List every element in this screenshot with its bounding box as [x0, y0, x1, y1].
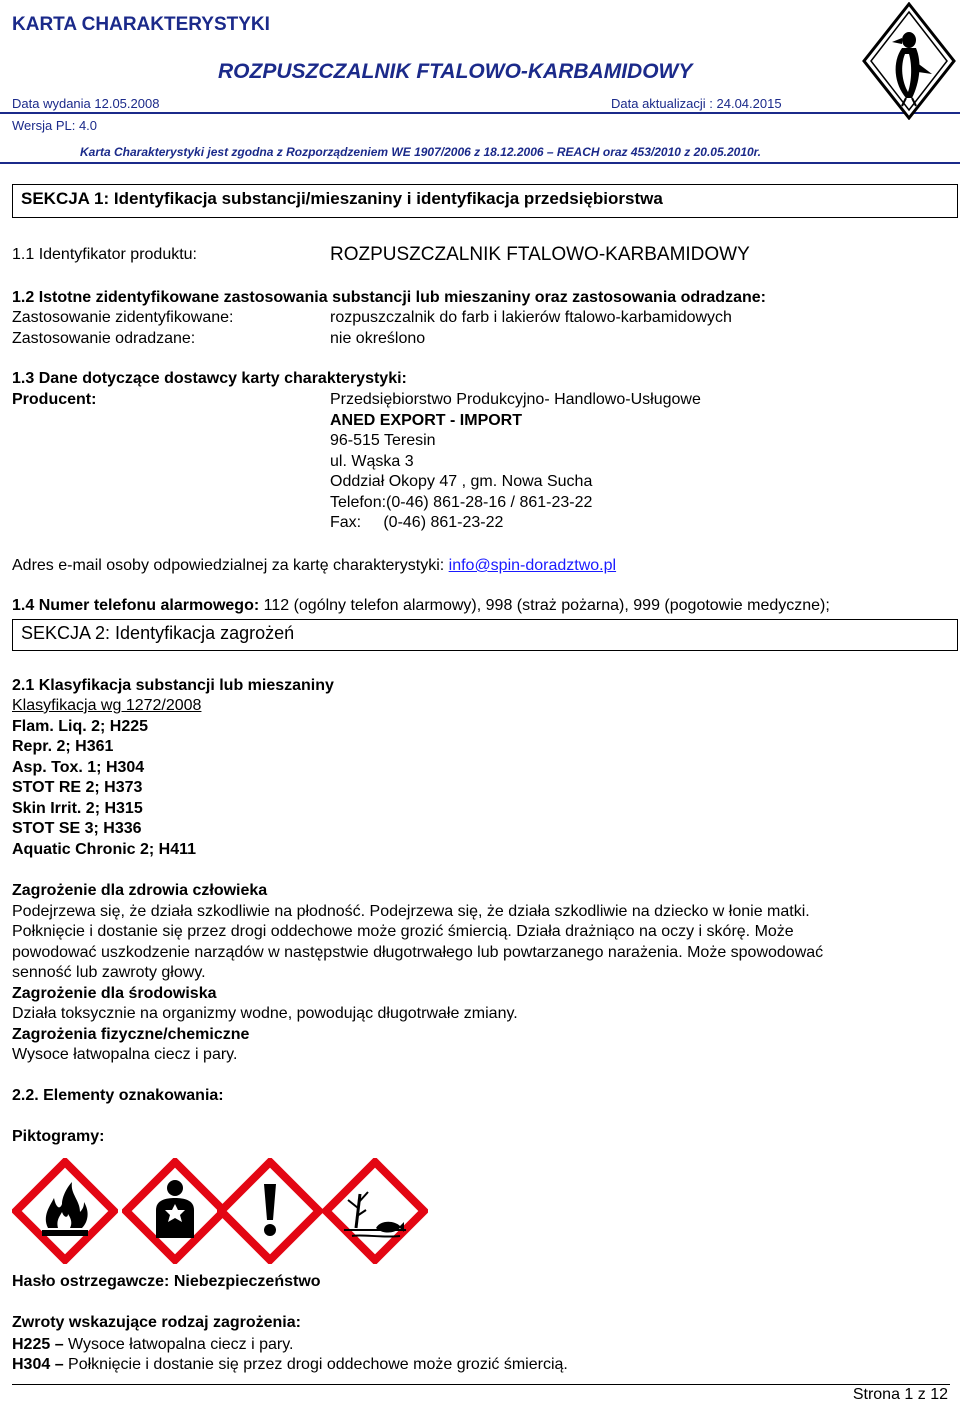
hazard-statement-text: Wysoce łatwopalna ciecz i pary. [63, 1336, 294, 1353]
advised-against-label: Zastosowanie odradzane: [12, 330, 196, 347]
pictograms-label: Piktogramy: [12, 1128, 105, 1145]
signal-word: Hasło ostrzegawcze: Niebezpieczeństwo [12, 1273, 321, 1290]
environment-pictogram-icon [322, 1158, 428, 1264]
header-product-name: ROZPUSZCZALNIK FTALOWO-KARBAMIDOWY [218, 60, 693, 83]
footer-divider [12, 1384, 950, 1385]
uses-heading: 1.2 Istotne zidentyfikowane zastosowania substancji lub mieszaniny oraz zastosowania odradzane: [12, 289, 766, 306]
hazard-class: Flam. Liq. 2; H225 [12, 718, 149, 735]
physical-hazard-heading: Zagrożenia fizyczne/chemiczne [12, 1026, 250, 1043]
health-hazard-heading: Zagrożenie dla zdrowia człowieka [12, 882, 268, 899]
hazard-statement-code: H304 – [12, 1356, 64, 1373]
health-hazard-pictogram-icon [122, 1158, 228, 1264]
classification-regulation: Klasyfikacja wg 1272/2008 [12, 697, 202, 714]
company-logo-icon [862, 2, 956, 120]
section-2-title: SEKCJA 2: Identyfikacja zagrożeń [21, 623, 295, 643]
health-hazard-line: powodować uszkodzenie narządów w następstwie długotrwałego lub powtarzanego narażenia. Może spowodować [12, 944, 824, 961]
environment-hazard-text: Działa toksycznie na organizmy wodne, powodując długotrwałe zmiany. [12, 1005, 518, 1022]
section-1-header [12, 184, 958, 218]
product-identifier-value: ROZPUSZCZALNIK FTALOWO-KARBAMIDOWY [330, 244, 750, 265]
producer-line: Telefon:(0-46) 861-28-16 / 861-23-22 [330, 494, 593, 511]
hazard-statement-text: Połknięcie i dostanie się przez drogi oddechowe może grozić śmiercią. [63, 1356, 568, 1373]
producer-line: ANED EXPORT - IMPORT [330, 412, 523, 429]
email-label: Adres e-mail osoby odpowiedzialnej za kartę charakterystyki: [12, 557, 449, 574]
advised-against-value: nie określono [330, 330, 426, 347]
hazard-class: Repr. 2; H361 [12, 738, 114, 755]
header-divider-top [0, 112, 960, 114]
hazard-class: STOT RE 2; H373 [12, 779, 143, 796]
emergency-row [12, 597, 830, 615]
compliance-note: Karta Charakterystyki jest zgodna z Rozporządzeniem WE 1907/2006 z 18.12.2006 – REACH oraz 453/2010 z 20.05.2010r. [80, 145, 762, 159]
physical-hazard-text: Wysoce łatwopalna ciecz i pary. [12, 1046, 238, 1063]
page-number: Strona 1 z 12 [852, 1386, 948, 1403]
health-hazard-line: Podejrzewa się, że działa szkodliwie na płodność. Podejrzewa się, że działa szkodliwie na dziecko w łonie matki. [12, 903, 810, 920]
producer-line: Przedsiębiorstwo Produkcyjno- Handlowo-Usługowe [330, 391, 701, 408]
producer-line: Fax: (0-46) 861-23-22 [330, 514, 504, 531]
classification-heading: 2.1 Klasyfikacja substancji lub mieszaniny [12, 677, 334, 694]
health-hazard-line: senność lub zawroty głowy. [12, 964, 206, 981]
product-identifier-label: 1.1 Identyfikator produktu: [12, 246, 197, 263]
email-row [12, 557, 616, 575]
identified-use-label: Zastosowanie zidentyfikowane: [12, 309, 234, 326]
emergency-label: 1.4 Numer telefonu alarmowego: [12, 597, 264, 614]
hazard-class: STOT SE 3; H336 [12, 820, 142, 837]
identified-use-value: rozpuszczalnik do farb i lakierów ftalowo-karbamidowych [330, 309, 732, 326]
update-date: Data aktualizacji : 24.04.2015 [611, 96, 782, 111]
environment-hazard-heading: Zagrożenie dla środowiska [12, 985, 217, 1002]
producer-label: Producent: [12, 391, 97, 408]
health-hazard-line: Połknięcie i dostanie się przez drogi oddechowe może grozić śmiercią. Działa drażniąco na oczy i skórę. Może [12, 923, 794, 940]
issue-date: Data wydania 12.05.2008 [12, 96, 160, 111]
version: Wersja PL: 4.0 [12, 118, 98, 133]
flame-pictogram-icon [12, 1158, 118, 1264]
hazard-statement-code: H225 – [12, 1336, 64, 1353]
header-divider-bottom [0, 162, 960, 164]
producer-line: ul. Wąska 3 [330, 453, 414, 470]
producer-line: Oddział Okopy 47 , gm. Nowa Sucha [330, 473, 593, 490]
hazard-class: Skin Irrit. 2; H315 [12, 800, 143, 817]
hazard-class: Asp. Tox. 1; H304 [12, 759, 145, 776]
hazard-statements-heading: Zwroty wskazujące rodzaj zagrożenia: [12, 1314, 301, 1331]
section-2-header [12, 619, 958, 651]
document-type-title: KARTA CHARAKTERYSTYKI [12, 14, 270, 35]
hazard-class: Aquatic Chronic 2; H411 [12, 841, 197, 858]
hazard-statement [12, 1336, 293, 1354]
label-elements-heading: 2.2. Elementy oznakowania: [12, 1087, 224, 1104]
producer-line: 96-515 Teresin [330, 432, 436, 449]
emergency-value: 112 (ogólny telefon alarmowy), 998 (straż pożarna), 999 (pogotowie medyczne); [263, 597, 830, 614]
exclamation-pictogram-icon [217, 1158, 323, 1264]
hazard-statement [12, 1356, 568, 1374]
section-1-title: SEKCJA 1: Identyfikacja substancji/mieszaniny i identyfikacja przedsiębiorstwa [21, 189, 663, 208]
email-link[interactable]: info@spin-doradztwo.pl [448, 557, 617, 574]
supplier-heading: 1.3 Dane dotyczące dostawcy karty charakterystyki: [12, 370, 407, 387]
